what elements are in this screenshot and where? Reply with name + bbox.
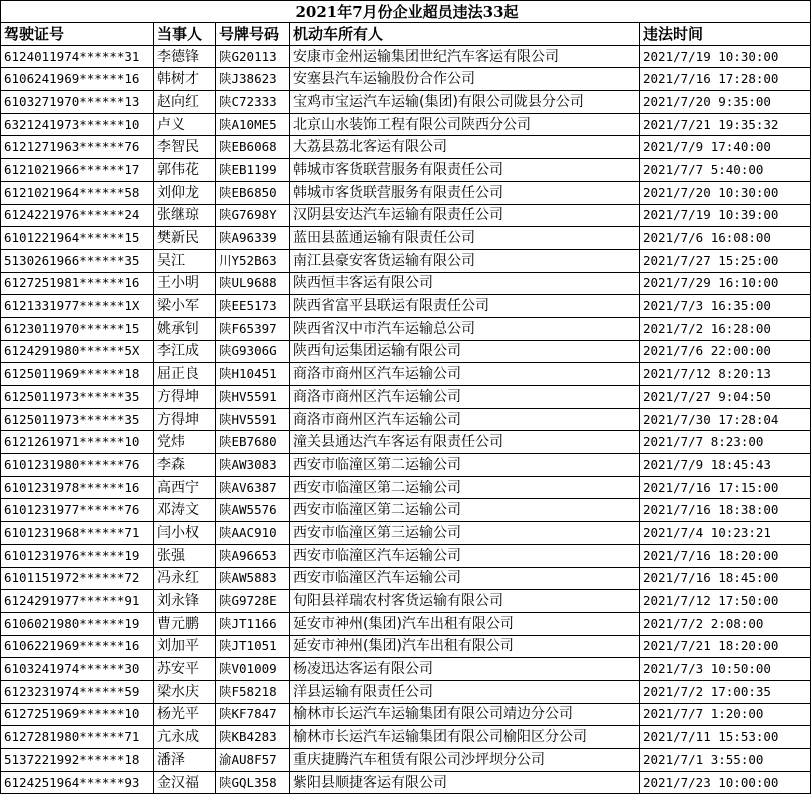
cell-plate: 陕AAC910 (216, 522, 290, 545)
cell-owner: 商洛市商州区汽车运输公司 (290, 408, 640, 431)
cell-party: 杨光平 (154, 703, 216, 726)
cell-license: 6124291977******91 (1, 590, 154, 613)
cell-license: 6124291980******5X (1, 340, 154, 363)
cell-license: 6103271970******13 (1, 91, 154, 114)
cell-license: 6121021964******58 (1, 181, 154, 204)
table-row (1, 386, 811, 409)
cell-license: 6123231974******59 (1, 680, 154, 703)
cell-party: 郭伟花 (154, 159, 216, 182)
cell-plate: 陕KB4283 (216, 726, 290, 749)
cell-party: 高西宁 (154, 476, 216, 499)
cell-owner: 榆林市长运汽车运输集团有限公司榆阳区分公司 (290, 726, 640, 749)
cell-owner: 西安市临潼区汽车运输公司 (290, 567, 640, 590)
cell-party: 潘泽 (154, 749, 216, 772)
table-row (1, 227, 811, 250)
cell-party: 张继琼 (154, 204, 216, 227)
table-row (1, 590, 811, 613)
cell-license: 5137221992******18 (1, 749, 154, 772)
cell-time: 2021/7/4 10:23:21 (640, 522, 811, 545)
cell-party: 亢永成 (154, 726, 216, 749)
table-row (1, 45, 811, 68)
cell-party: 闫小权 (154, 522, 216, 545)
cell-party: 李森 (154, 454, 216, 477)
cell-plate: 陕G20113 (216, 45, 290, 68)
cell-party: 吴江 (154, 249, 216, 272)
table-row (1, 635, 811, 658)
table-row (1, 317, 811, 340)
cell-time: 2021/7/7 1:20:00 (640, 703, 811, 726)
cell-party: 党炜 (154, 431, 216, 454)
cell-owner: 重庆捷腾汽车租赁有限公司沙坪坝分公司 (290, 749, 640, 772)
cell-party: 方得坤 (154, 386, 216, 409)
table-row (1, 272, 811, 295)
cell-time: 2021/7/16 18:20:00 (640, 544, 811, 567)
cell-party: 赵向红 (154, 91, 216, 114)
cell-party: 苏安平 (154, 658, 216, 681)
cell-party: 王小明 (154, 272, 216, 295)
table-row (1, 91, 811, 114)
table-row (1, 726, 811, 749)
cell-license: 6125011973******35 (1, 386, 154, 409)
cell-license: 6101231980******76 (1, 454, 154, 477)
cell-time: 2021/7/20 10:30:00 (640, 181, 811, 204)
cell-license: 6127281980******71 (1, 726, 154, 749)
cell-plate: 川Y52B63 (216, 249, 290, 272)
table-row (1, 68, 811, 91)
cell-plate: 陕GQL358 (216, 771, 290, 794)
cell-party: 刘加平 (154, 635, 216, 658)
cell-plate: 陕AV6387 (216, 476, 290, 499)
cell-party: 梁小军 (154, 295, 216, 318)
cell-owner: 陕西省汉中市汽车运输总公司 (290, 317, 640, 340)
cell-owner: 西安市临潼区汽车运输公司 (290, 544, 640, 567)
cell-license: 6121271963******76 (1, 136, 154, 159)
cell-license: 6103241974******30 (1, 658, 154, 681)
cell-time: 2021/7/27 15:25:00 (640, 249, 811, 272)
cell-party: 屈正良 (154, 363, 216, 386)
header-time: 违法时间 (640, 23, 811, 46)
cell-owner: 潼关县通达汽车客运有限责任公司 (290, 431, 640, 454)
cell-license: 6125011973******35 (1, 408, 154, 431)
cell-plate: 陕F58218 (216, 680, 290, 703)
header-row (1, 23, 811, 46)
cell-owner: 蓝田县蓝通运输有限责任公司 (290, 227, 640, 250)
table-row (1, 431, 811, 454)
cell-license: 6321241973******10 (1, 113, 154, 136)
cell-plate: 陕KF7847 (216, 703, 290, 726)
cell-license: 6127251969******10 (1, 703, 154, 726)
table-row (1, 567, 811, 590)
cell-plate: 陕JT1051 (216, 635, 290, 658)
cell-owner: 汉阴县安达汽车运输有限责任公司 (290, 204, 640, 227)
cell-owner: 南江县豪安客货运输有限公司 (290, 249, 640, 272)
cell-time: 2021/7/1 3:55:00 (640, 749, 811, 772)
cell-owner: 陕西恒丰客运有限公司 (290, 272, 640, 295)
cell-plate: 陕UL9688 (216, 272, 290, 295)
cell-time: 2021/7/6 16:08:00 (640, 227, 811, 250)
cell-party: 方得坤 (154, 408, 216, 431)
cell-plate: 陕G9306G (216, 340, 290, 363)
cell-party: 冯永红 (154, 567, 216, 590)
cell-plate: 陕G7698Y (216, 204, 290, 227)
table-row (1, 749, 811, 772)
header-owner: 机动车所有人 (290, 23, 640, 46)
cell-time: 2021/7/21 19:35:32 (640, 113, 811, 136)
cell-time: 2021/7/27 9:04:50 (640, 386, 811, 409)
cell-party: 韩树才 (154, 68, 216, 91)
cell-owner: 韩城市客货联营服务有限责任公司 (290, 159, 640, 182)
cell-owner: 延安市神州(集团)汽车出租有限公司 (290, 635, 640, 658)
cell-plate: 陕J38623 (216, 68, 290, 91)
cell-party: 刘永锋 (154, 590, 216, 613)
cell-owner: 延安市神州(集团)汽车出租有限公司 (290, 612, 640, 635)
cell-time: 2021/7/29 16:10:00 (640, 272, 811, 295)
cell-owner: 安塞县汽车运输股份合作公司 (290, 68, 640, 91)
cell-time: 2021/7/11 15:53:00 (640, 726, 811, 749)
cell-party: 梁水庆 (154, 680, 216, 703)
cell-license: 6121331977******1X (1, 295, 154, 318)
cell-license: 6121021966******17 (1, 159, 154, 182)
cell-party: 李德锋 (154, 45, 216, 68)
cell-plate: 陕AW3083 (216, 454, 290, 477)
cell-license: 6101231976******19 (1, 544, 154, 567)
cell-owner: 韩城市客货联营服务有限责任公司 (290, 181, 640, 204)
cell-party: 刘仰龙 (154, 181, 216, 204)
cell-time: 2021/7/19 10:39:00 (640, 204, 811, 227)
cell-owner: 宝鸡市宝运汽车运输(集团)有限公司陇县分公司 (290, 91, 640, 114)
cell-party: 曹元鹏 (154, 612, 216, 635)
cell-owner: 洋县运输有限责任公司 (290, 680, 640, 703)
cell-owner: 榆林市长运汽车运输集团有限公司靖边分公司 (290, 703, 640, 726)
cell-time: 2021/7/7 5:40:00 (640, 159, 811, 182)
cell-time: 2021/7/9 17:40:00 (640, 136, 811, 159)
cell-license: 6101231978******16 (1, 476, 154, 499)
cell-license: 6106021980******19 (1, 612, 154, 635)
header-license: 驾驶证号 (1, 23, 154, 46)
cell-time: 2021/7/23 10:00:00 (640, 771, 811, 794)
header-plate: 号牌号码 (216, 23, 290, 46)
cell-owner: 陕西旬运集团运输有限公司 (290, 340, 640, 363)
table-row (1, 159, 811, 182)
cell-time: 2021/7/9 18:45:43 (640, 454, 811, 477)
cell-license: 6121261971******10 (1, 431, 154, 454)
header-party: 当事人 (154, 23, 216, 46)
cell-party: 张强 (154, 544, 216, 567)
cell-time: 2021/7/16 18:38:00 (640, 499, 811, 522)
cell-time: 2021/7/2 2:08:00 (640, 612, 811, 635)
table-row (1, 136, 811, 159)
cell-plate: 陕H10451 (216, 363, 290, 386)
cell-plate: 陕EB6850 (216, 181, 290, 204)
cell-owner: 北京山水装饰工程有限公司陕西分公司 (290, 113, 640, 136)
cell-party: 姚承钊 (154, 317, 216, 340)
cell-time: 2021/7/16 17:28:00 (640, 68, 811, 91)
cell-plate: 陕V01009 (216, 658, 290, 681)
table-row (1, 499, 811, 522)
table-row (1, 204, 811, 227)
cell-license: 5130261966******35 (1, 249, 154, 272)
cell-license: 6101221964******15 (1, 227, 154, 250)
table-row (1, 181, 811, 204)
cell-license: 6123011970******15 (1, 317, 154, 340)
cell-time: 2021/7/7 8:23:00 (640, 431, 811, 454)
cell-license: 6124011974******31 (1, 45, 154, 68)
cell-license: 6101231968******71 (1, 522, 154, 545)
cell-license: 6125011969******18 (1, 363, 154, 386)
cell-time: 2021/7/12 8:20:13 (640, 363, 811, 386)
cell-license: 6106241969******16 (1, 68, 154, 91)
cell-time: 2021/7/12 17:50:00 (640, 590, 811, 613)
cell-plate: 陕C72333 (216, 91, 290, 114)
cell-party: 邓涛文 (154, 499, 216, 522)
table-row (1, 522, 811, 545)
cell-party: 李江成 (154, 340, 216, 363)
cell-time: 2021/7/6 22:00:00 (640, 340, 811, 363)
cell-owner: 紫阳县顺捷客运有限公司 (290, 771, 640, 794)
cell-plate: 陕JT1166 (216, 612, 290, 635)
cell-plate: 陕A96653 (216, 544, 290, 567)
title-row (1, 1, 811, 23)
cell-license: 6106221969******16 (1, 635, 154, 658)
cell-time: 2021/7/3 16:35:00 (640, 295, 811, 318)
table-title: 2021年7月份企业超员违法33起 (1, 1, 811, 23)
cell-owner: 商洛市商州区汽车运输公司 (290, 363, 640, 386)
cell-plate: 陕G9728E (216, 590, 290, 613)
cell-party: 金汉福 (154, 771, 216, 794)
cell-plate: 渝AU8F57 (216, 749, 290, 772)
table-row (1, 680, 811, 703)
cell-time: 2021/7/19 10:30:00 (640, 45, 811, 68)
cell-time: 2021/7/3 10:50:00 (640, 658, 811, 681)
table-row (1, 408, 811, 431)
cell-owner: 西安市临潼区第二运输公司 (290, 454, 640, 477)
cell-plate: 陕HV5591 (216, 408, 290, 431)
table-row (1, 476, 811, 499)
cell-time: 2021/7/21 18:20:00 (640, 635, 811, 658)
cell-time: 2021/7/20 9:35:00 (640, 91, 811, 114)
cell-owner: 大荔县荔北客运有限公司 (290, 136, 640, 159)
table-row (1, 295, 811, 318)
cell-owner: 旬阳县祥瑞农村客货运输有限公司 (290, 590, 640, 613)
table-row (1, 454, 811, 477)
table-row (1, 658, 811, 681)
cell-time: 2021/7/2 17:00:35 (640, 680, 811, 703)
cell-party: 李智民 (154, 136, 216, 159)
cell-owner: 西安市临潼区第三运输公司 (290, 522, 640, 545)
cell-owner: 西安市临潼区第二运输公司 (290, 499, 640, 522)
cell-plate: 陕AW5883 (216, 567, 290, 590)
cell-time: 2021/7/16 18:45:00 (640, 567, 811, 590)
table-row (1, 703, 811, 726)
table-row (1, 771, 811, 794)
table-row (1, 544, 811, 567)
cell-plate: 陕EB7680 (216, 431, 290, 454)
cell-owner: 陕西省富平县联运有限责任公司 (290, 295, 640, 318)
cell-plate: 陕A96339 (216, 227, 290, 250)
cell-time: 2021/7/16 17:15:00 (640, 476, 811, 499)
table-row (1, 249, 811, 272)
cell-license: 6101231977******76 (1, 499, 154, 522)
table-row (1, 612, 811, 635)
cell-owner: 西安市临潼区第二运输公司 (290, 476, 640, 499)
cell-plate: 陕EE5173 (216, 295, 290, 318)
cell-plate: 陕EB6068 (216, 136, 290, 159)
cell-license: 6124221976******24 (1, 204, 154, 227)
cell-license: 6127251981******16 (1, 272, 154, 295)
cell-plate: 陕EB1199 (216, 159, 290, 182)
table-row (1, 340, 811, 363)
cell-party: 卢义 (154, 113, 216, 136)
cell-owner: 商洛市商州区汽车运输公司 (290, 386, 640, 409)
cell-time: 2021/7/30 17:28:04 (640, 408, 811, 431)
cell-license: 6124251964******93 (1, 771, 154, 794)
cell-plate: 陕AW5576 (216, 499, 290, 522)
table-row (1, 363, 811, 386)
cell-time: 2021/7/2 16:28:00 (640, 317, 811, 340)
cell-plate: 陕HV5591 (216, 386, 290, 409)
cell-party: 樊新民 (154, 227, 216, 250)
table-row (1, 113, 811, 136)
cell-owner: 安康市金州运输集团世纪汽车客运有限公司 (290, 45, 640, 68)
cell-plate: 陕A10ME5 (216, 113, 290, 136)
cell-license: 6101151972******72 (1, 567, 154, 590)
cell-plate: 陕F65397 (216, 317, 290, 340)
cell-owner: 杨凌迅达客运有限公司 (290, 658, 640, 681)
